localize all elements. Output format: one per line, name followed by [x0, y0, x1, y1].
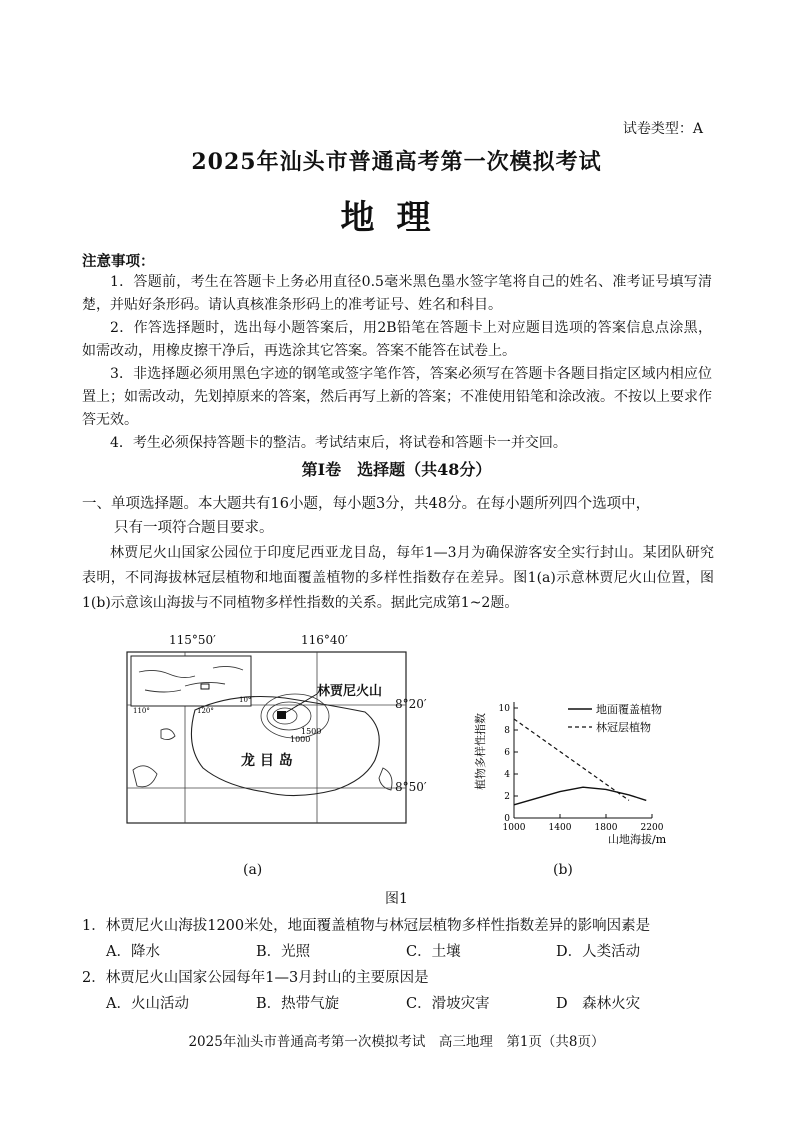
notes-heading: 注意事项： [82, 253, 155, 270]
map-contour-label: 1500 [301, 727, 322, 736]
notes-list [82, 271, 712, 455]
x-tick-label: 1400 [548, 823, 572, 833]
passage-text: 林贾尼火山国家公园位于印度尼西亚龙目岛，每年1—3月为确保游客安全实行封山。某团队研究表明，不同海拔林冠层植物和地面覆盖植物的多样性指数存在差异。图1(a)示意林贾尼火山位置，图1(b)示意该山海拔与不同植物多样性指数的关系。据此完成第1~2题。 [82, 545, 714, 611]
y-tick-label: 6 [504, 748, 510, 758]
inset-tick: 10° [239, 696, 252, 704]
part1-line: 只有一项符合题目要求。 [114, 520, 274, 536]
map-lon-left: 115°50′ [169, 633, 216, 647]
reading-passage [82, 541, 714, 616]
fig-a-caption: (a) [243, 862, 263, 878]
part1-instructions [82, 492, 722, 540]
option: C．滑坡灾害 [406, 996, 490, 1012]
volcano-label: 林贾尼火山 [317, 684, 383, 699]
x-axis-label: 山地海拔/m [608, 833, 667, 846]
option: B．热带气旋 [256, 996, 340, 1012]
question-options [106, 940, 706, 961]
option: D．人类活动 [556, 944, 641, 960]
y-axis-label: 植物多样性指数 [474, 713, 487, 790]
option: B．光照 [256, 944, 311, 960]
paper-type-label: 试卷类型：A [622, 121, 703, 137]
map-contour-label: 1000 [290, 735, 311, 744]
inset-tick: 110° [133, 707, 150, 715]
island-label: 龙 目 岛 [241, 753, 293, 769]
part1-line: 一、单项选择题。本大题共有16小题，每小题3分，共48分。在每小题所列四个选项中， [82, 496, 651, 512]
note-item: 3．非选择题必须用黑色字迹的钢笔或签字笔作答，答案必须写在答题卡各题目指定区域内相应位置上；如需改动，先划掉原来的答案，然后再写上新的答案；不准使用铅笔和涂改液。不按以上要求作答无效。 [82, 366, 712, 428]
x-tick-label: 2200 [640, 823, 664, 833]
section-heading: 第Ⅰ卷 选择题（共48分） [301, 460, 492, 479]
question-stem: 2．林贾尼火山国家公园每年1—3月封山的主要原因是 [82, 970, 429, 986]
y-tick-label: 4 [504, 770, 510, 780]
map-lat-bottom: 8°50′ [395, 780, 427, 794]
x-tick-label: 1800 [594, 823, 618, 833]
option: C．土壤 [406, 944, 461, 960]
inset-tick: 120° [197, 707, 214, 715]
y-tick-label: 10 [498, 704, 510, 714]
note-item: 2．作答选择题时，选出每小题答案后，用2B铅笔在答题卡上对应题目选项的答案信息点涂黑，如需改动，用橡皮擦干净后，再选涂其它答案。答案不能答在试卷上。 [82, 320, 712, 359]
x-tick-label: 1000 [502, 823, 526, 833]
question-options [106, 992, 706, 1013]
legend-label: 地面覆盖植物 [596, 703, 662, 716]
volcano-icon [277, 711, 286, 719]
y-tick-label: 2 [504, 792, 510, 802]
fig-b-caption: (b) [553, 862, 573, 878]
question-stem: 1．林贾尼火山海拔1200米处，地面覆盖植物与林冠层植物多样性指数差异的影响因素是 [82, 918, 651, 934]
exam-title: 2025年汕头市普通高考第一次模拟考试 [191, 149, 602, 175]
chart-svg [472, 690, 704, 850]
location-map [125, 633, 427, 825]
note-item: 4．考生必须保持答题卡的整洁。考试结束后，将试卷和答题卡一并交回。 [110, 435, 567, 451]
note-item: 1．答题前，考生在答题卡上务必用直径0.5毫米黑色墨水签字笔将自己的姓名、准考证号填写清楚，并贴好条形码。请认真核准条形码上的准考证号、姓名和科目。 [82, 274, 712, 313]
map-lon-right: 116°40′ [301, 633, 348, 647]
option: D 森林火灾 [556, 996, 641, 1012]
option: A．降水 [106, 944, 160, 960]
series-line-ground-cover [514, 787, 646, 805]
map-svg [125, 650, 408, 825]
diversity-chart [472, 690, 704, 850]
legend-label: 林冠层植物 [596, 721, 651, 734]
option: A．火山活动 [106, 996, 189, 1012]
map-lat-top: 8°20′ [395, 697, 427, 711]
page-footer: 2025年汕头市普通高考第一次模拟考试 高三地理 第1页（共8页） [188, 1034, 605, 1050]
y-tick-label: 8 [504, 726, 510, 736]
y-tick-label: 0 [504, 814, 510, 824]
subject-title: 地理 [340, 198, 453, 238]
figure-title: 图1 [385, 891, 408, 907]
